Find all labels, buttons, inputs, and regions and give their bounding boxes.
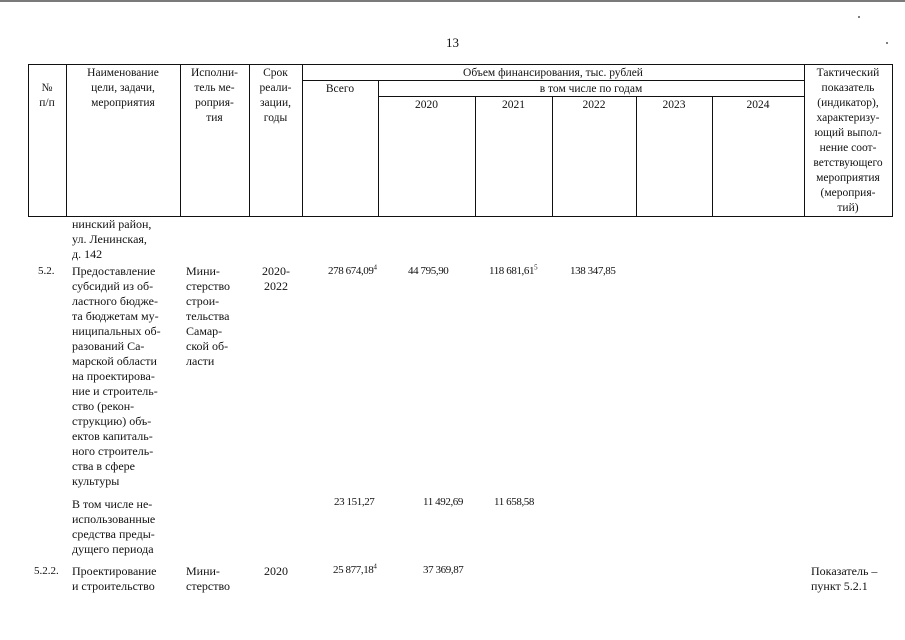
header-year-2024: 2024: [746, 99, 770, 111]
row-executor: Мини- стерство строи- тельства Самар- ской об- ласти: [186, 264, 231, 368]
row-indicator: Показатель – пункт 5.2.1: [811, 564, 878, 593]
scan-speck: [858, 16, 860, 18]
header-total: Всего: [325, 83, 355, 95]
row-term: 2020- 2022: [262, 264, 290, 293]
row-name: В том числе не- использованные средства преды- дущего периода: [72, 497, 156, 556]
row-number: 5.2.: [38, 265, 55, 277]
row-total: 278 674,09$^4$: [328, 263, 377, 277]
header-col-number: № п/п: [39, 82, 55, 109]
continuation-address: нинский район, ул. Ленинская, д. 142: [72, 217, 152, 261]
row-total: 23 151,27: [334, 496, 375, 508]
row-2020: 44 795,90: [408, 265, 449, 277]
header-col-term: Срок реали- зации, годы: [259, 67, 292, 124]
header-year-2022: 2022: [582, 99, 606, 111]
row-number: 5.2.2.: [34, 565, 59, 577]
row-term: 2020: [264, 564, 288, 578]
page-number: 13: [446, 35, 459, 50]
row-name: Предоставление субсидий из об- ластного бюдже- та бюджетам му- ниципальных об- разований Са- марской области на проектирова- ние и строитель- ство (рекон- струкцию) объ- ектов капиталь- ного строитель- ства в сфере культуры: [72, 264, 161, 488]
header-year-2023: 2023: [662, 99, 686, 111]
row-2021: 11 658,58: [494, 496, 534, 508]
header-year-2020: 2020: [415, 99, 438, 111]
row-2021: 118 681,61$^5$: [489, 263, 538, 277]
header-by-years: в том числе по годам: [539, 83, 643, 95]
header-financing-title: Объем финансирования, тыс. рублей: [463, 67, 643, 79]
header-col-name: Наименование цели, задачи, мероприятия: [87, 67, 159, 109]
header-year-2021: 2021: [502, 99, 525, 111]
top-border: [0, 0, 905, 2]
row-total: 25 877,18$^4$: [333, 562, 377, 576]
row-executor: Мини- стерство: [186, 564, 231, 593]
header-indicator: Тактический показатель (индикатор), характеризу- ющий выпол- нение соот- ветствующего мероприятия (мероприя- тий): [813, 67, 883, 214]
row-2020: 11 492,69: [423, 496, 463, 508]
row-2020: 37 369,87: [423, 564, 464, 576]
row-2022: 138 347,85: [570, 265, 616, 277]
row-name: Проектирование и строительство: [72, 564, 157, 593]
header-col-executor: Исполни- тель ме- роприя- тия: [190, 67, 239, 124]
